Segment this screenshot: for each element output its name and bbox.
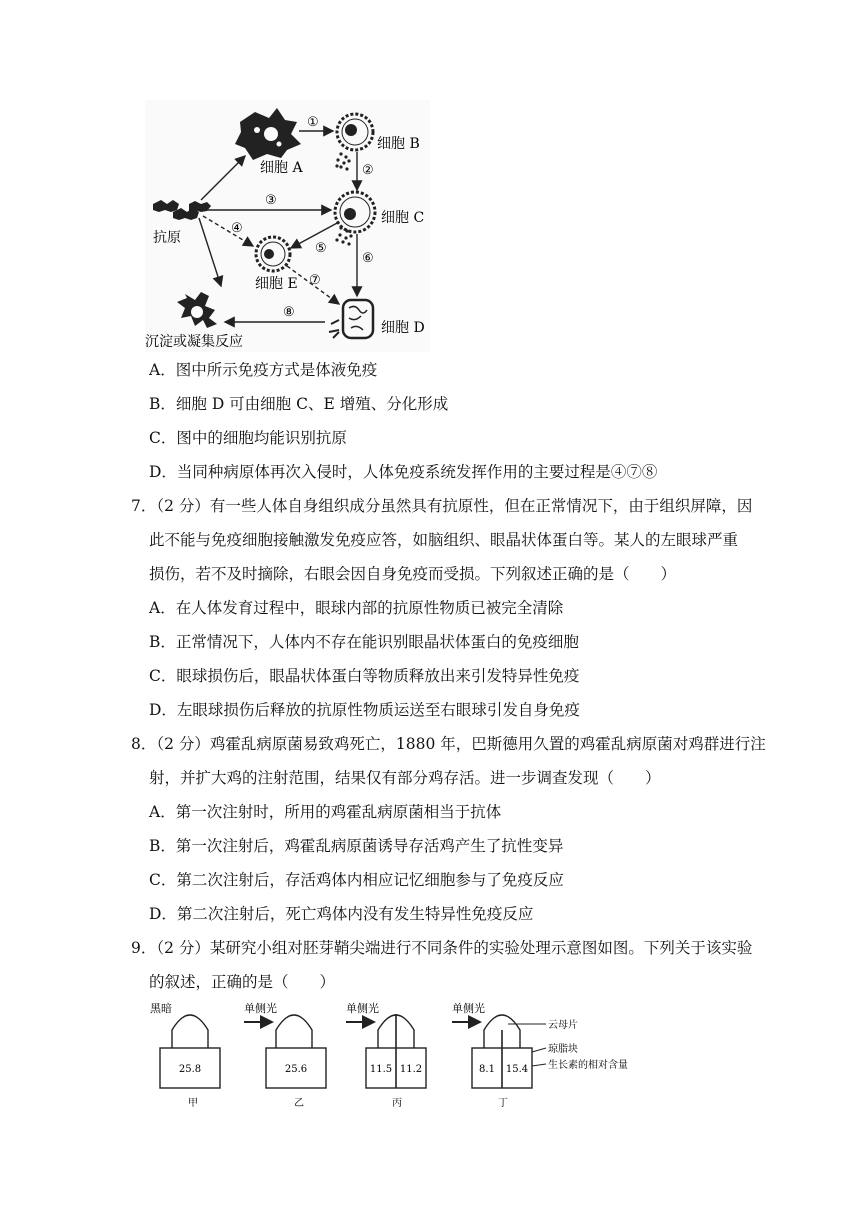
arrow-4-label: ④ — [231, 221, 243, 236]
arrow-1-label: ① — [307, 115, 319, 130]
antigen-label: 抗原 — [153, 230, 181, 246]
cell-e-label: 细胞 E — [255, 276, 298, 292]
q7-option-b: B．正常情况下，人体内不存在能识别眼晶状体蛋白的免疫细胞 — [149, 633, 579, 651]
q8-option-c: C．第二次注射后，存活鸡体内相应记忆细胞参与了免疫反应 — [149, 871, 564, 889]
panel-ding-top-label: 单侧光 — [452, 1002, 485, 1015]
q7-stem-line-2: 此不能与免疫细胞接触激发免疫应答，如脑组织、眼晶状体蛋白等。某人的左眼球严重 — [149, 531, 739, 549]
q6-option-c: C．图中的细胞均能识别抗原 — [149, 429, 347, 447]
immune-diagram — [145, 100, 430, 352]
q7-stem-line-3: 损伤，若不及时摘除，右眼会因自身免疫而受损。下列叙述正确的是（ ） — [149, 565, 677, 583]
arrow-6-label: ⑥ — [362, 251, 374, 266]
arrow-3-label: ③ — [265, 193, 277, 208]
q8-option-d: D．第二次注射后，死亡鸡体内没有发生特异性免疫反应 — [149, 905, 534, 923]
cell-c-label: 细胞 C — [381, 210, 425, 226]
panel-jia-value: 25.8 — [178, 1064, 202, 1075]
panel-ding-value-right: 15.4 — [505, 1064, 529, 1075]
cell-d-label: 细胞 D — [381, 320, 425, 336]
panel-yi-value: 25.6 — [284, 1064, 308, 1075]
q7-stem-line-1: 7．（2 分）有一些人体自身组织成分虽然具有抗原性，但在正常情况下，由于组织屏障，因 — [131, 497, 753, 515]
panel-jia-name: 甲 — [188, 1098, 198, 1109]
q7-option-d: D．左眼球损伤后释放的抗原性物质运送至右眼球引发自身免疫 — [149, 701, 580, 719]
precipitate-label: 沉淀或凝集反应 — [145, 334, 243, 350]
cell-b-label: 细胞 B — [377, 136, 420, 152]
arrow-7-label: ⑦ — [309, 273, 321, 288]
q6-option-d: D．当同种病原体再次入侵时，人体免疫系统发挥作用的主要过程是④⑦⑧ — [149, 463, 658, 481]
panel-yi — [244, 1001, 326, 1109]
panel-ding-name: 丁 — [498, 1098, 508, 1109]
panel-jia — [150, 1001, 220, 1109]
q6-option-a: A．图中所示免疫方式是体液免疫 — [149, 361, 378, 379]
legend-mica: 云母片 — [548, 1020, 578, 1031]
panel-ding — [452, 1001, 628, 1109]
q7-option-a: A．在人体发育过程中，眼球内部的抗原性物质已被完全清除 — [149, 599, 564, 617]
legend-agar: 琼脂块 — [548, 1044, 578, 1055]
panel-jia-top-label: 黑暗 — [150, 1002, 172, 1015]
q6-option-b: B．细胞 D 可由细胞 C、E 增殖、分化形成 — [149, 395, 449, 413]
q8-stem-line-1: 8．（2 分）鸡霍乱病原菌易致鸡死亡，1880 年，巴斯德用久置的鸡霍乱病原菌对鸡群进行注 — [131, 735, 766, 753]
q7-option-c: C．眼球损伤后，眼晶状体蛋白等物质释放出来引发特异性免疫 — [149, 667, 580, 685]
q8-stem-line-2: 射，并扩大鸡的注射范围，结果仅有部分鸡存活。进一步调查发现（ ） — [149, 769, 661, 787]
coleoptile-diagram — [148, 1000, 648, 1112]
arrow-8-label: ⑧ — [283, 305, 295, 320]
panel-bing-name: 丙 — [392, 1098, 402, 1109]
q9-stem-line-1: 9．（2 分）某研究小组对胚芽鞘尖端进行不同条件的实验处理示意图如图。下列关于该实验 — [131, 939, 753, 957]
legend-auxin: 生长素的相对含量 — [548, 1060, 628, 1071]
panel-yi-name: 乙 — [294, 1098, 304, 1109]
arrow-2-label: ② — [362, 163, 374, 178]
panel-bing-value-left: 11.5 — [369, 1064, 393, 1075]
panel-ding-value-left: 8.1 — [479, 1064, 495, 1075]
q8-option-a: A．第一次注射时，所用的鸡霍乱病原菌相当于抗体 — [149, 803, 502, 821]
arrow-5-label: ⑤ — [315, 241, 327, 256]
panel-yi-top-label: 单侧光 — [244, 1002, 277, 1015]
panel-bing — [346, 1001, 426, 1109]
panel-bing-top-label: 单侧光 — [346, 1002, 379, 1015]
cell-a-label: 细胞 A — [260, 160, 303, 176]
panel-bing-value-right: 11.2 — [399, 1064, 423, 1075]
q9-stem-line-2: 的叙述，正确的是（ ） — [149, 973, 336, 991]
q8-option-b: B．第一次注射后，鸡霍乱病原菌诱导存活鸡产生了抗性变异 — [149, 837, 564, 855]
